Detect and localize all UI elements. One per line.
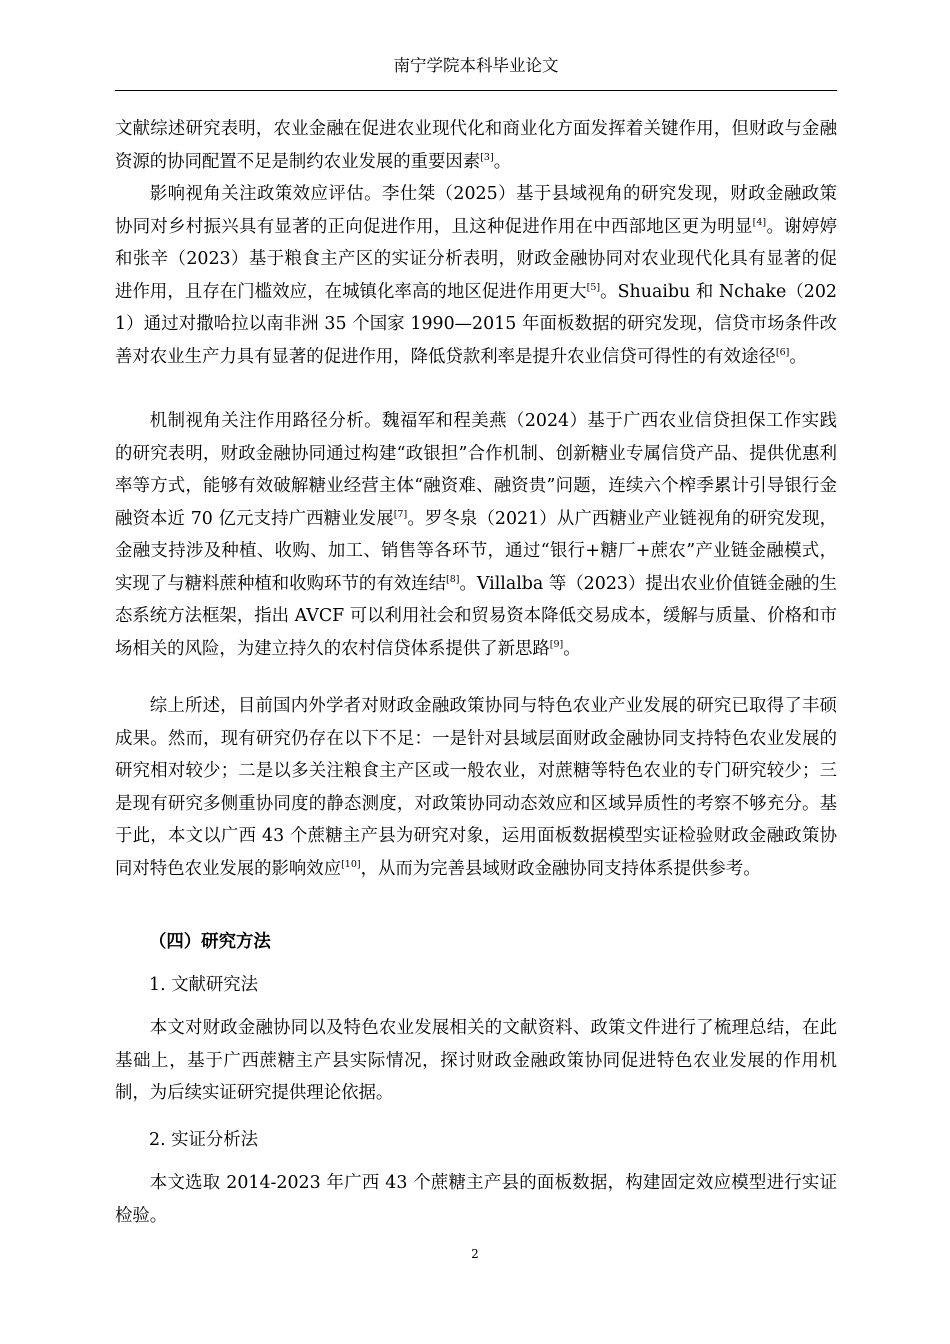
paragraph-lit-summary: 文献综述研究表明，农业金融在促进农业现代化和商业化方面发挥着关键作用，但财政与金融资源的协同配置不足是制约农业发展的重要因素[3]。 [115,119,837,172]
citation-ref: [5] [586,281,601,293]
paragraph-impact-perspective: 影响视角关注政策效应评估。李仕桀（2025）基于县域视角的研究发现，财政金融政策协同对乡村振兴具有显著的正向促进作用，且这种促进作用在中西部地区更为明显[4]。谢婷婷和张辛（2023）基于粮食主产区的实证分析表明，财政金融协同对农业现代化具有显著的促进作用，且存在门槛效应，在城镇化率高的地区促进作用更大[5]。Shuaibu 和 Nchake（2021）通过对撒哈拉以南非洲 35 个国家 1990—2015 年面板数据的研究发现，信贷市场条件改善对农业生产力具有显著的促进作用，降低贷款利率是提升农业信贷可得性的有效途径[6]。 [115,184,837,367]
subheading-empirical-method: 2. 实证分析法 [149,1130,259,1150]
citation-ref: [8] [446,573,460,585]
paragraph-literature-method: 本文对财政金融协同以及特色农业发展相关的文献资料、政策文件进行了梳理总结，在此基础上，基于广西蔗糖主产县实际情况，探讨财政金融政策协同促进特色农业发展的作用机制，为后续实证研究提供理论依据。 [115,1018,837,1103]
citation-ref: [3] [480,151,494,163]
header-rule [115,90,837,91]
running-header: 南宁学院本科毕业论文 [393,56,559,75]
section-heading-research-methods: （四）研究方法 [149,932,271,952]
citation-ref: [7] [393,508,408,520]
paragraph-mechanism-perspective: 机制视角关注作用路径分析。魏福军和程美燕（2024）基于广西农业信贷担保工作实践的研究表明，财政金融协同通过构建“政银担”合作机制、创新糖业专属信贷产品、提供优惠利率等方式，能够有效破解糖业经营主体“融资难、融资贵”问题，连续六个榨季累计引导银行金融资本近 70 亿元支持广西糖业发展[7]。罗冬泉（2021）从广西糖业产业链视角的研究发现，金融支持涉及种植、收购、加工、销售等各环节，通过“银行+糖厂+蔗农”产业链金融模式，实现了与糖料蔗种植和收购环节的有效连结[8]。Villalba 等（2023）提出农业价值链金融的生态系统方法框架，指出 AVCF 可以利用社会和贸易资本降低交易成本，缓解与质量、价格和市场相关的风险，为建立持久的农村信贷体系提供了新思路[9]。 [115,411,837,659]
paragraph-conclusion: 综上所述，目前国内外学者对财政金融政策协同与特色农业产业发展的研究已取得了丰硕成果。然而，现有研究仍存在以下不足：一是针对县域层面财政金融协同支持特色农业发展的研究相对较少；二是以多关注粮食主产区或一般农业，对蔗糖等特色农业的专门研究较少；三是现有研究多侧重协同度的静态测度，对政策协同动态效应和区域异质性的考察不够充分。基于此，本文以广西 43 个蔗糖主产县为研究对象，运用面板数据模型实证检验财政金融政策协同对特色农业发展的影响效应[10]，从而为完善县域财政金融协同支持体系提供参考。 [115,696,837,879]
subheading-literature-method: 1. 文献研究法 [149,975,259,995]
paragraph-empirical-method: 本文选取 2014-2023 年广西 43 个蔗糖主产县的面板数据，构建固定效应模型进行实证检验。 [115,1173,837,1226]
citation-ref: [4] [752,216,767,228]
citation-ref: [9] [549,638,564,650]
citation-ref: [6] [775,346,790,358]
citation-ref: [10] [341,858,361,870]
page-number: 2 [471,1247,479,1261]
